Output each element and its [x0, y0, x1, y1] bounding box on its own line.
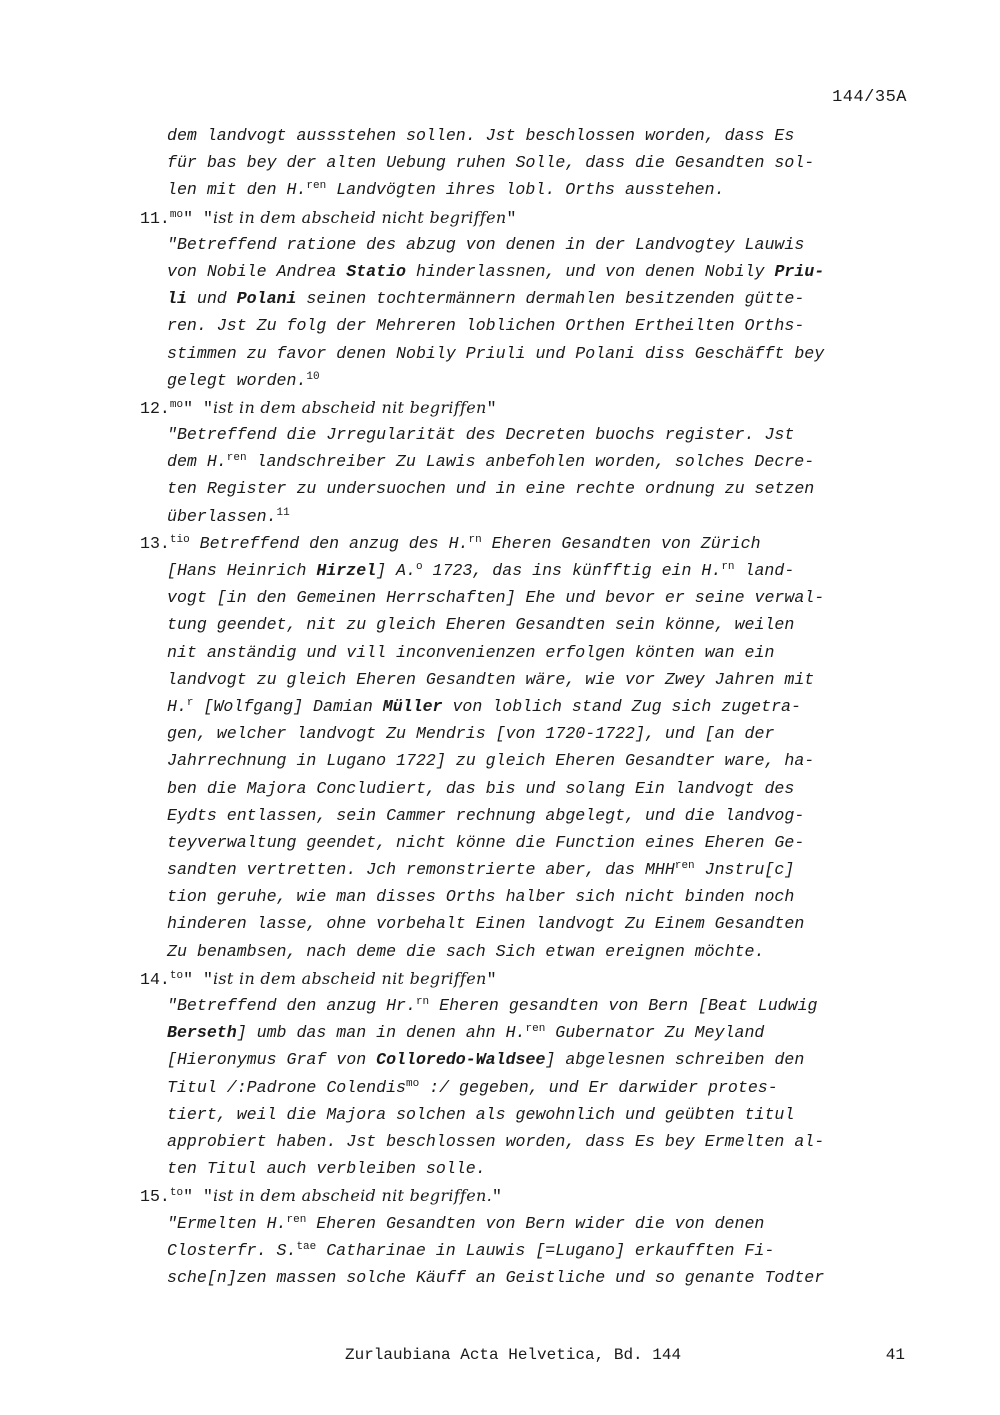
text-line: Closterfr. S.$^{tae}$ Catharinae in Lauwis [=Lugano] erkaufften Fi- [167, 1240, 775, 1260]
text-line: sche[n]zen massen solche Käuff an Geistliche und so genante Todter [167, 1267, 825, 1287]
text-line: [Hieronymus Graf von Colloredo-Waldsee] abgelesnen schreiben den [167, 1050, 805, 1070]
text-line: stimmen zu favor denen Nobily Priuli und Polani diss Geschäfft bey [167, 343, 825, 363]
text-line: tung geendet, nit zu gleich Eheren Gesandten sein könne, weilen [167, 615, 795, 635]
item-13-heading: 13.$^{tio}$ Betreffend den anzug des H.$^{rn}$ Eheren Gesandten von Zürich [140, 533, 761, 553]
text-line: Berseth] umb das man in denen ahn H.$^{ren}$ Gubernator Zu Meyland [167, 1023, 765, 1043]
text-line: hinderen lasse, ohne vorbehalt Einen landvogt Zu Einem Gesandten [167, 914, 805, 934]
text-line: ten Titul auch verbleiben solle. [167, 1159, 486, 1179]
text-line: überlassen.$^{11}$ [167, 506, 290, 526]
text-line: für bas bey der alten Uebung ruhen Solle, dass die Gesandten sol- [167, 153, 815, 173]
text-line: H.$^r$ [Wolfgang] Damian Müller von loblich stand Zug sich zugetra- [167, 696, 801, 716]
footer-page-number: 41 [885, 1346, 905, 1364]
text-line: landvogt zu gleich Eheren Gesandten wäre, wie vor Zwey Jahren mit [167, 669, 815, 689]
handwritten-note: ist in dem abscheid nit begriffen [212, 397, 487, 417]
name-priuli: Priu- [774, 261, 825, 281]
name-polani: Polani [236, 289, 297, 309]
text-line: vogt [in den Gemeinen Herrschaften] Ehe und bevor er seine verwal- [167, 588, 825, 608]
text-line: teyverwaltung geendet, nicht könne die Function eines Eheren Ge- [167, 832, 805, 852]
footer-title: Zurlaubiana Acta Helvetica, Bd. 144 [345, 1346, 682, 1364]
text-line: sandten vertretten. Jch remonstrierte aber, das $MHH^{ren}$ Jnstru[c] [167, 860, 795, 880]
item-14-heading: 14.$^{to}$" "ist in dem abscheid nit begriffen" [140, 968, 497, 989]
text-line: nit anständig und vill inconvenienzen erfolgen könten wan ein [167, 642, 775, 662]
handwritten-note: ist in dem abscheid nit begriffen [212, 968, 487, 988]
name-mueller: Müller [382, 696, 443, 716]
document-body [140, 122, 910, 1291]
text-line: dem landvogt aussstehen sollen. Jst beschlossen worden, dass Es [167, 126, 795, 145]
text-line: von Nobile Andrea Statio hinderlassnen, und von denen Nobily Priu- [167, 261, 825, 281]
page-reference: 144/35A [832, 88, 907, 107]
text-line: Eydts entlassen, sein Cammer rechnung abgelegt, und die landvog- [167, 805, 805, 825]
item-11-heading: 11.$^{mo}$" "ist in dem abscheid nicht begriffen" [140, 207, 517, 228]
handwritten-note: ist in dem abscheid nit begriffen. [212, 1186, 493, 1206]
text-line: "Ermelten H.$^{ren}$ Eheren Gesandten von Bern wider die von denen [167, 1213, 765, 1233]
text-line: "Betreffend ratione des abzug von denen in der Landvogtey Lauwis [167, 234, 805, 254]
text-line: tiert, weil die Majora solchen als gewohnlich und geübten titul [167, 1104, 795, 1124]
item-12-heading: 12.$^{mo}$" "ist in dem abscheid nit begriffen" [140, 397, 497, 418]
text-line: li und Polani seinen tochtermännern dermahlen besitzenden gütte- [167, 289, 805, 309]
name-colloredo: Colloredo-Waldsee [376, 1050, 546, 1070]
text-line: "Betreffend die Jrregularität des Decreten buochs register. Jst [167, 425, 795, 445]
text-line: ben die Majora Concludiert, das bis und solang Ein landvogt des [167, 778, 795, 798]
item-15-heading: 15.$^{to}$" "ist in dem abscheid nit begriffen." [140, 1186, 503, 1207]
text-line: Jahrrechnung in Lugano 1722] zu gleich Eheren Gesandter ware, ha- [167, 751, 815, 771]
text-line: len mit den H.$^{ren}$ Landvögten ihres lobl. Orths ausstehen. [167, 180, 725, 200]
text-line: ten Register zu undersuochen und in eine rechte ordnung zu setzen [167, 479, 815, 499]
text-line: Zu benambsen, nach deme die sach Sich etwan ereignen möchte. [167, 941, 765, 961]
text-line: ren. Jst Zu folg der Mehreren loblichen Orthen Ertheilten Orths- [167, 316, 805, 336]
name-berseth: Berseth [167, 1023, 237, 1043]
handwritten-note: ist in dem abscheid nicht begriffen [212, 207, 507, 227]
text-line: gen, welcher landvogt Zu Mendris [von 1720-1722], und [an der [167, 724, 775, 744]
footnote-ref: 10 [306, 370, 320, 383]
name-hirzel: Hirzel [316, 561, 377, 580]
text-line: dem H.$^{ren}$ landschreiber Zu Lawis anbefohlen worden, solches Decre- [167, 452, 815, 472]
text-line: Titul /:Padrone Colendis$^{mo}$ :/ gegeben, und Er darwider protes- [167, 1077, 778, 1097]
footnote-ref: 11 [276, 506, 290, 519]
text-line: gelegt worden.$^{10}$ [167, 370, 320, 390]
text-line: "Betreffend den anzug Hr.$^{rn}$ Eheren gesandten von Bern [Beat Ludwig [167, 996, 818, 1015]
text-line: tion geruhe, wie man disses Orths halber sich nicht binden noch [167, 887, 795, 907]
name-statio: Statio [346, 261, 406, 281]
text-line: approbiert haben. Jst beschlossen worden, dass Es bey Ermelten al- [167, 1131, 825, 1151]
text-line: [Hans Heinrich Hirzel] A.$^o$ 1723, das ins künfftig ein H.$^{rn}$ land- [167, 561, 795, 580]
